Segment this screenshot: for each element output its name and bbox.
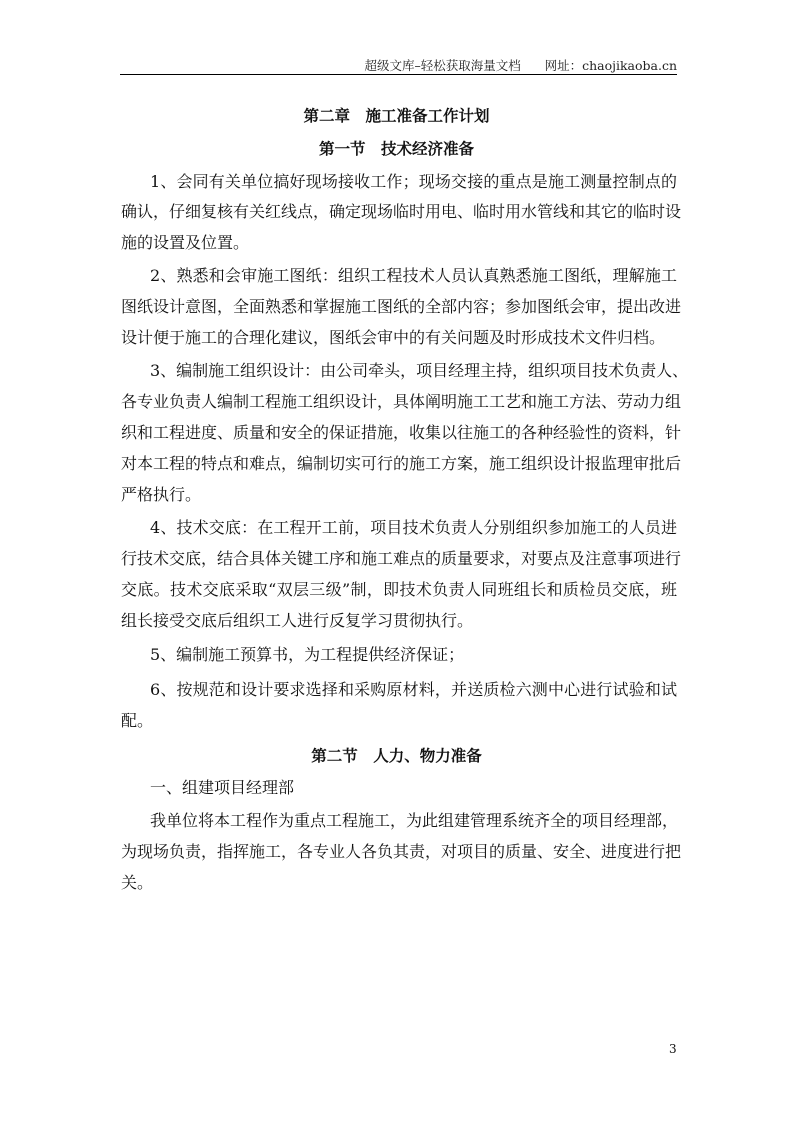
paragraph-line: 我单位将本工程作为重点工程施工，为此组建管理系统齐全的项目经理部， xyxy=(150,811,679,830)
paragraph-line: 设计便于施工的合理化建议，图纸会审中的有关问题及时形成技术文件归档。 xyxy=(121,328,666,347)
paragraph-line: 各专业负责人编制工程施工组织设计，具体阐明施工工艺和施工方法、劳动力组 xyxy=(121,392,682,411)
paragraph-line: 4、技术交底：在工程开工前，项目技术负责人分别组织参加施工的人员进 xyxy=(150,518,677,537)
paragraph-line: 对本工程的特点和难点，编制切实可行的施工方案，施工组织设计报监理审批后 xyxy=(121,454,682,473)
header-site: 超级文库–轻松获取海量文档 xyxy=(364,58,521,73)
header-divider xyxy=(120,74,677,75)
paragraph-line: 关。 xyxy=(121,873,154,892)
page-number: 3 xyxy=(669,1042,677,1056)
paragraph-line: 2、熟悉和会审施工图纸：组织工程技术人员认真熟悉施工图纸，理解施工 xyxy=(150,266,677,285)
paragraph-line: 施的设置及位置。 xyxy=(121,233,250,252)
paragraph-line: 6、按规范和设计要求选择和采购原材料，并送质检六测中心进行试验和试 xyxy=(150,680,677,699)
section-heading: 第二章 施工准备工作计划 xyxy=(303,107,490,125)
page-header xyxy=(364,56,677,74)
paragraph-line: 严格执行。 xyxy=(121,485,202,504)
section-heading: 第二节 人力、物力准备 xyxy=(311,747,482,765)
paragraph-line: 交底。技术交底采取“双层三级”制，即技术负责人同班组长和质检员交底，班 xyxy=(121,580,677,599)
paragraph-line: 织和工程进度、质量和安全的保证措施，收集以往施工的各种经验性的资料，针 xyxy=(121,423,682,442)
paragraph-line: 图纸设计意图，全面熟悉和掌握施工图纸的全部内容；参加图纸会审，提出改进 xyxy=(121,297,682,316)
paragraph-line: 行技术交底，结合具体关键工序和施工难点的质量要求，对要点及注意事项进行 xyxy=(121,549,682,568)
paragraph-line: 1、会同有关单位搞好现场接收工作；现场交接的重点是施工测量控制点的 xyxy=(150,172,677,191)
header-url: 网址：chaojikaoba.cn xyxy=(544,58,677,73)
paragraph-line: 3、编制施工组织设计：由公司牵头，项目经理主持，组织项目技术负责人、 xyxy=(150,361,689,380)
paragraph-line: 5、编制施工预算书，为工程提供经济保证； xyxy=(150,645,465,664)
paragraph-line: 组长接受交底后组织工人进行反复学习贯彻执行。 xyxy=(121,611,474,630)
paragraph-line: 为现场负责，指挥施工，各专业人各负其责，对项目的质量、安全、进度进行把 xyxy=(121,842,682,861)
paragraph-line: 一、组建项目经理部 xyxy=(150,778,295,797)
paragraph-line: 确认，仔细复核有关红线点，确定现场临时用电、临时用水管线和其它的临时设 xyxy=(121,202,682,221)
section-heading: 第一节 技术经济准备 xyxy=(318,140,474,158)
paragraph-line: 配。 xyxy=(121,711,154,730)
